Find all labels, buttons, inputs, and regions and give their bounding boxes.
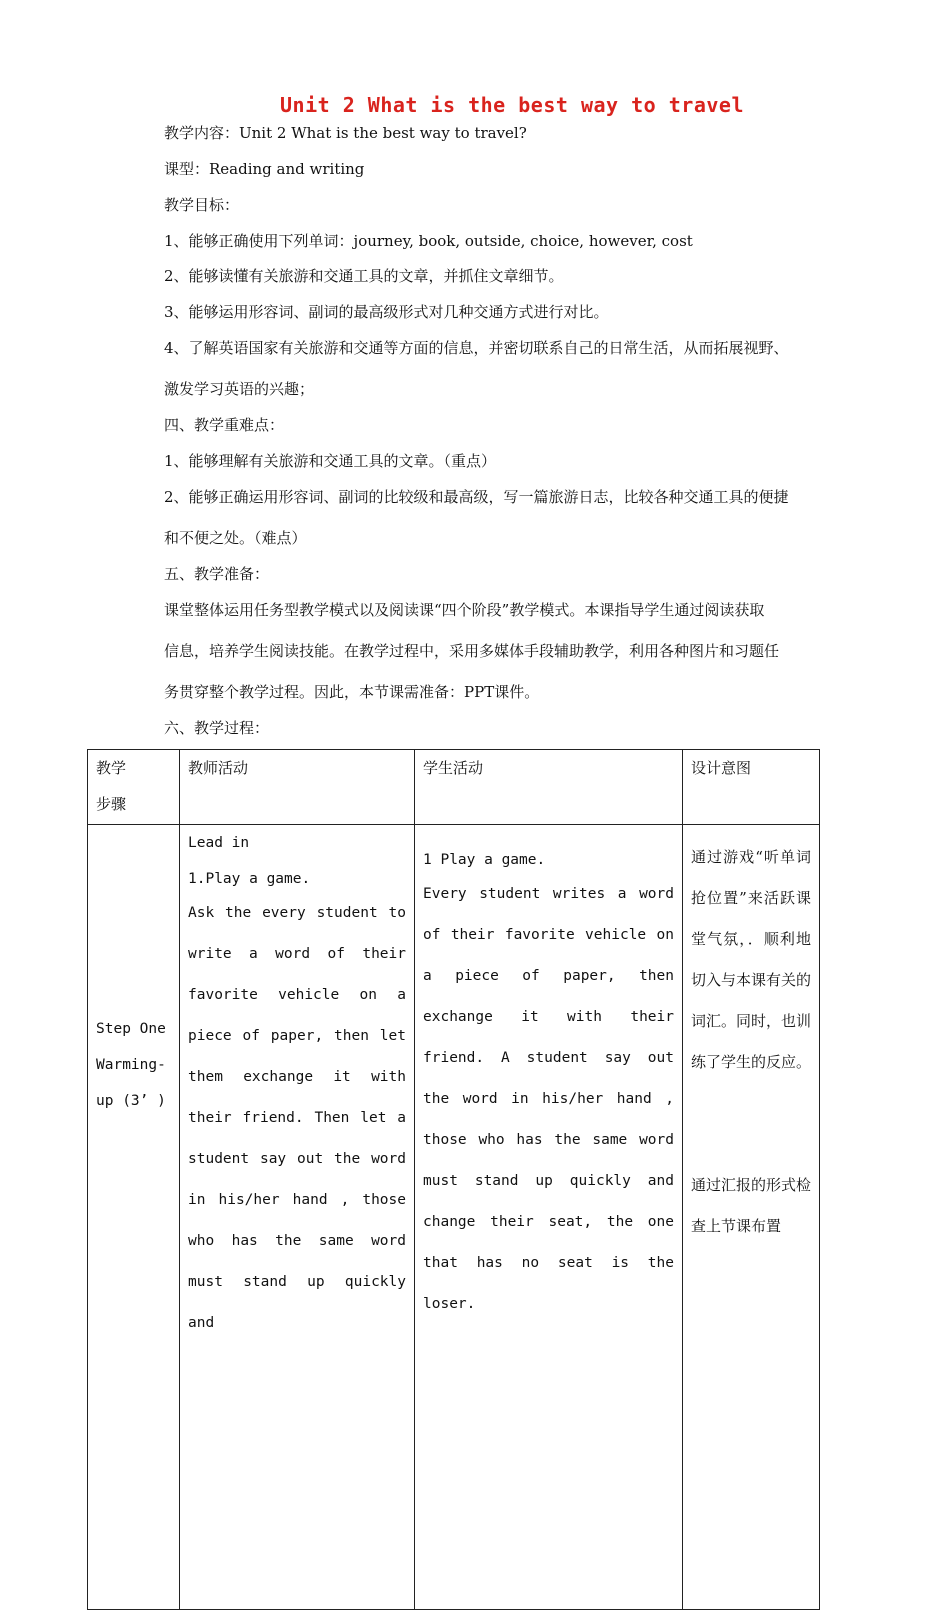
objective-4-line1: 4、了解英语国家有关旅游和交通等方面的信息，并密切联系自己的日常生活，从而拓展视野、 (164, 339, 789, 357)
teaching-content-line: 教学内容：Unit 2 What is the best way to travel? (164, 124, 527, 142)
step-label: Step One Warming-up (3’ ) (96, 1021, 166, 1109)
preparation-line2: 信息，培养学生阅读技能。在教学过程中，采用多媒体手段辅助教学，利用各种图片和习题任 (164, 642, 780, 660)
objective-3: 3、能够运用形容词、副词的最高级形式对几种交通方式进行对比。 (164, 303, 609, 321)
student-item: 1 Play a game. (423, 852, 546, 868)
design-intent-text-2: 通过汇报的形式检查上节课布置 (691, 1176, 812, 1235)
header-design-intent: 设计意图 (683, 750, 820, 825)
teacher-activity-text: Ask the every student to write a word of their favorite vehicle on a piece of paper, then let them exchange it with their friend. Then let a student say out the word in his/her hand , those who has the same word must stand up quickly and (188, 905, 406, 1331)
design-intent-cell (683, 825, 820, 1610)
key-point-1: 1、能够理解有关旅游和交通工具的文章。（重点） (164, 452, 497, 470)
key-points-heading: 四、教学重难点： (164, 416, 285, 434)
preparation-heading: 五、教学准备： (164, 565, 270, 583)
objectives-heading: 教学目标： (164, 196, 240, 214)
table-header-row (88, 750, 820, 825)
teacher-item: 1.Play a game. (188, 871, 311, 887)
header-step-line2: 步骤 (96, 795, 127, 813)
objective-4-line2: 激发学习英语的兴趣； (164, 380, 315, 398)
header-step-line1: 教学 (96, 759, 127, 777)
objective-2: 2、能够读懂有关旅游和交通工具的文章，并抓住文章细节。 (164, 267, 564, 285)
preparation-line3: 务贯穿整个教学过程。因此，本节课需准备：PPT课件。 (164, 683, 540, 701)
design-intent-text-1: 通过游戏“听单词抢位置”来活跃课堂气氛，．顺利地切入与本课有关的词汇。同时，也训练了学生的反应。 (691, 848, 812, 1071)
lesson-type-line: 课型：Reading and writing (164, 160, 365, 178)
key-point-2-line1: 2、能够正确运用形容词、副词的比较级和最高级，写一篇旅游日志，比较各种交通工具的便捷 (164, 488, 789, 506)
header-student-activity: 学生活动 (415, 750, 683, 825)
teaching-process-table (87, 749, 820, 1610)
table-row (88, 825, 820, 1610)
process-heading: 六、教学过程： (164, 719, 270, 737)
student-activity-cell (415, 825, 683, 1610)
objective-1: 1、能够正确使用下列单词：journey, book, outside, choice, however, cost (164, 232, 693, 250)
document-title: Unit 2 What is the best way to travel (279, 93, 745, 117)
preparation-line1: 课堂整体运用任务型教学模式以及阅读课“四个阶段”教学模式。本课指导学生通过阅读获取 (164, 601, 765, 619)
teacher-activity-cell (180, 825, 415, 1610)
student-activity-text: Every student writes a word of their favorite vehicle on a piece of paper, then exchange it with their friend. A student say out the word in his/her hand , those who has the same word must stand up quickly and change their seat, the one that has no seat is the loser. (423, 886, 674, 1312)
header-step (88, 750, 180, 825)
step-cell (88, 825, 180, 1610)
header-teacher-activity: 教师活动 (180, 750, 415, 825)
teacher-lead-in: Lead in (188, 835, 250, 851)
key-point-2-line2: 和不便之处。（难点） (164, 529, 307, 547)
